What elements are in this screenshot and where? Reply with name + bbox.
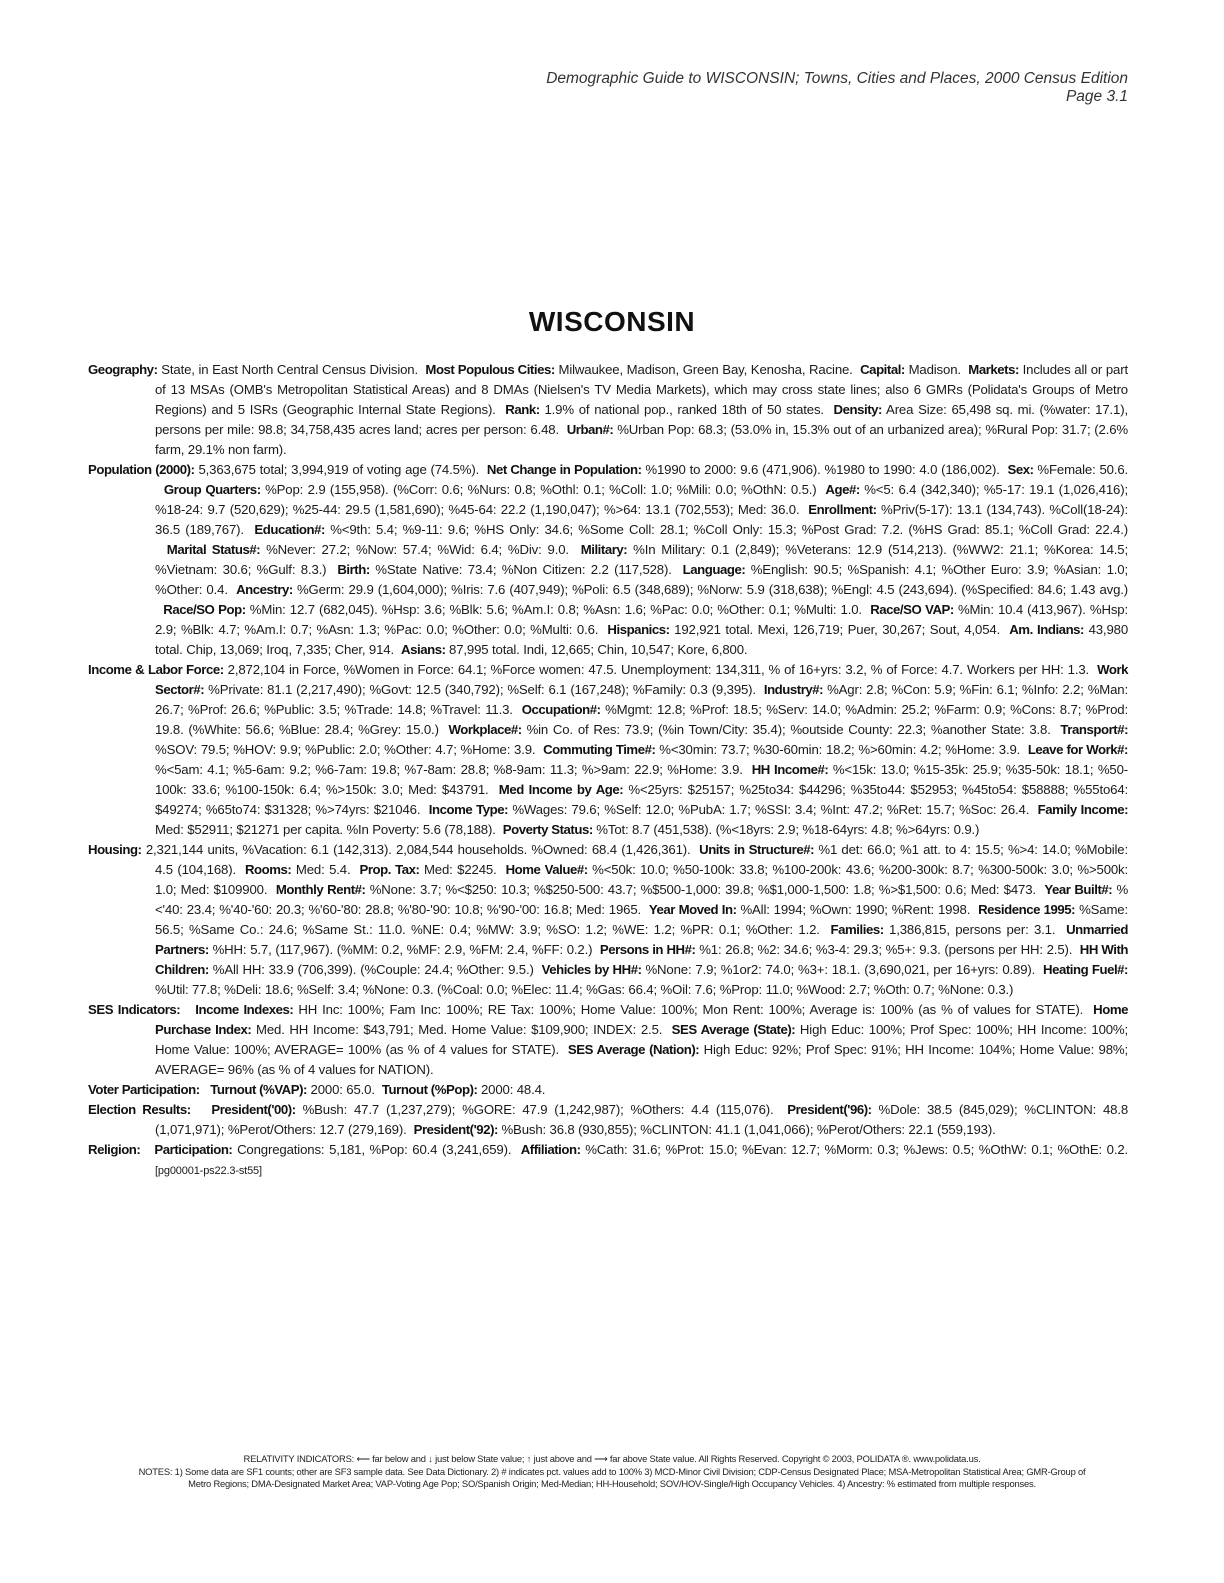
field-value: Madison. xyxy=(908,362,961,377)
field-label: Vehicles by HH#: xyxy=(541,962,642,977)
field-label: Unmarried Partners: xyxy=(155,922,1129,957)
field-label: Commuting Time#: xyxy=(543,742,656,757)
field-value: High Educ: 92%; Prof Spec: 91%; HH Income: 104%; Home Value: 98%; AVERAGE= 96% (as % of 4 values for NATION). xyxy=(155,1042,1129,1077)
field-value: Med: 5.4. xyxy=(295,862,351,877)
field-label: Income Type: xyxy=(428,802,509,817)
field-label: Election Results: xyxy=(88,1102,191,1117)
field-label: Race/SO Pop: xyxy=(163,602,246,617)
field-value: %Never: 27.2; %Now: 57.4; %Wid: 6.4; %Div: 9.0. xyxy=(266,542,569,557)
field-value: %Min: 10.4 (413,967). %Hsp: 2.9; %Blk: 4.7; %Am.I: 0.7; %Asn: 1.3; %Pac: 0.0; %Other: 0.0; %Multi: 0.6. xyxy=(155,602,1129,637)
field-label: Home Purchase Index: xyxy=(155,1002,1129,1037)
field-label: Geography: xyxy=(88,362,158,377)
field-label: HH Income#: xyxy=(751,762,829,777)
field-label: Affiliation: xyxy=(520,1142,581,1157)
field-label: Ancestry: xyxy=(236,582,293,597)
field-label: Poverty Status: xyxy=(502,822,593,837)
field-value: %English: 90.5; %Spanish: 4.1; %Other Euro: 3.9; %Asian: 1.0; %Other: 0.4. xyxy=(155,562,1128,597)
field-label: Education#: xyxy=(254,522,325,537)
footer-notes: NOTES: 1) Some data are SF1 counts; other are SF3 sample data. See Data Dictionary. 2) # indicates pct. values add to 100% 3) MCD-Minor Civil Division; CDP-Census Designated Place; MSA-Metropolitan Statistical Area; GMR-Group of xyxy=(138,1465,1086,1477)
field-value: %Mgmt: 12.8; %Prof: 18.5; %Serv: 14.0; %Admin: 25.2; %Farm: 0.9; %Cons: 8.7; %Prod: 19.8. (%White: 56.6; %Blue: 28.4; %Grey: 15.0.) xyxy=(155,702,1129,737)
field-value: %Urban Pop: 68.3; (53.0% in, 15.3% out of an urbanized area); %Rural Pop: 31.7; (2.6% farm, 29.1% non farm). xyxy=(155,422,1129,457)
profile-section xyxy=(88,1140,1128,1181)
field-label: Markets: xyxy=(968,362,1019,377)
field-value: %<50k: 10.0; %50-100k: 33.8; %100-200k: 43.6; %200-300k: 8.7; %300-500k: 3.0; %>500k: 1.0; Med: $109900. xyxy=(155,862,1129,897)
field-value: %SOV: 79.5; %HOV: 9.9; %Public: 2.0; %Other: 4.7; %Home: 3.9. xyxy=(155,742,536,757)
field-value: %<15k: 13.0; %15-35k: 25.9; %35-50k: 18.1; %50-100k: 33.6; %100-150k: 6.4; %>150k: 3.0; Med: $43791. xyxy=(155,762,1128,797)
footer-notes-continued: Metro Regions; DMA-Designated Market Area; VAP-Voting Age Pop; SO/Spanish Origin; Med-Median; HH-Household; SOV/HOV-Single/High Occupancy Vehicles. 4) Ancestry: % estimated from multiple responses. xyxy=(188,1478,1036,1489)
field-value: Includes all or part of 13 MSAs (OMB's Metropolitan Statistical Areas) and 8 DMAs (Nielsen's TV Media Markets), which may cross state lines; also 6 GMRs (Polidata's Groups of Metro Regions) and 5 ISRs (Geographic Internal State Regions). xyxy=(155,362,1128,417)
field-value: %Bush: 47.7 (1,237,279); %GORE: 47.9 (1,242,987); %Others: 4.4 (115,076). xyxy=(302,1102,774,1117)
field-value: %Bush: 36.8 (930,855); %CLINTON: 41.1 (1,041,066); %Perot/Others: 22.1 (559,193). xyxy=(501,1122,996,1137)
field-value: Med: $52911; $21271 per capita. %In Poverty: 5.6 (78,188). xyxy=(155,822,496,837)
profile-section xyxy=(88,1100,1128,1140)
field-label: Am. Indians: xyxy=(1009,622,1084,637)
field-value: %Female: 50.6. xyxy=(1037,462,1129,477)
field-value: %Priv(5-17): 13.1 (134,743). %Coll(18-24): 36.5 (189,767). xyxy=(155,502,1129,537)
field-label: Industry#: xyxy=(763,682,824,697)
field-value: %Dole: 38.5 (845,029); %CLINTON: 48.8 (1,071,971); %Perot/Others: 12.7 (279,169). xyxy=(155,1102,1129,1137)
field-label: Race/SO VAP: xyxy=(870,602,954,617)
field-value: Congregations: 5,181, %Pop: 60.4 (3,241,659). xyxy=(237,1142,512,1157)
field-label: Workplace#: xyxy=(448,722,522,737)
field-value: %Cath: 31.6; %Prot: 15.0; %Evan: 12.7; %Morm: 0.3; %Jews: 0.5; %OthW: 0.1; %OthE: 0.2. xyxy=(585,1142,1129,1157)
field-value: %All: 1994; %Own: 1990; %Rent: 1998. xyxy=(740,902,971,917)
profile-section xyxy=(88,360,1128,460)
field-label: Urban#: xyxy=(566,422,614,437)
header-page-number: Page 3.1 xyxy=(1065,88,1128,105)
field-label: Families: xyxy=(830,922,884,937)
field-value: %<9th: 5.4; %9-11: 9.6; %HS Only: 34.6; %Some Coll: 28.1; %Coll Only: 15.3; %Post Grad: 7.2. (%HS Grad: 85.1; %Coll Grad: 22.4.) xyxy=(330,522,1129,537)
field-label: Enrollment: xyxy=(808,502,877,517)
field-value: %<5am: 4.1; %5-6am: 9.2; %6-7am: 19.8; %7-8am: 28.8; %8-9am: 11.3; %>9am: 22.9; %Home: 3.9. xyxy=(155,762,743,777)
field-label: Income & Labor Force: xyxy=(88,662,224,677)
field-value: %<25yrs: $25157; %25to34: $44296; %35to44: $52953; %45to54: $58888; %55to64: $49274; %65to74: $31328; %>74yrs: $21046. xyxy=(155,782,1129,817)
field-label: President('00): xyxy=(211,1102,296,1117)
field-label: Density: xyxy=(833,402,882,417)
field-value: Med: $2245. xyxy=(423,862,497,877)
field-label: Prop. Tax: xyxy=(359,862,420,877)
field-label: Home Value#: xyxy=(505,862,588,877)
page-title: WISCONSIN xyxy=(528,306,696,337)
profile-section xyxy=(88,460,1128,660)
field-label: Rooms: xyxy=(244,862,292,877)
field-value: %Tot: 8.7 (451,538). (%<18yrs: 2.9; %18-64yrs: 4.8; %>64yrs: 0.9.) xyxy=(596,822,980,837)
field-label: Transport#: xyxy=(1060,722,1129,737)
field-value: %In Military: 0.1 (2,849); %Veterans: 12.9 (514,213). (%WW2: 21.1; %Korea: 14.5; %Vietnam: 30.6; %Gulf: 8.3.) xyxy=(155,542,1129,577)
field-label: Rank: xyxy=(505,402,540,417)
field-value: %<5: 6.4 (342,340); %5-17: 19.1 (1,026,416); %18-24: 9.7 (520,629); %25-44: 29.5 (1,581,690); %45-64: 22.2 (1,190,047); %>64: 13.1 (702,553); Med: 36.0. xyxy=(155,482,1128,517)
field-value: 87,995 total. Indi, 12,665; Chin, 10,547; Kore, 6,800. xyxy=(449,642,748,657)
field-label: Sex: xyxy=(1007,462,1034,477)
field-value: High Educ: 100%; Prof Spec: 100%; HH Income: 100%; Home Value: 100%; AVERAGE= 100% (as % of 4 values for STATE). xyxy=(155,1022,1129,1057)
field-value: %Same: 56.5; %Same Co.: 24.6; %Same St.: 11.0. %NE: 0.4; %MW: 3.9; %SO: 1.2; %WE: 1.2; %PR: 0.1; %Other: 1.2. xyxy=(155,902,1129,937)
field-value: %Min: 12.7 (682,045). %Hsp: 3.6; %Blk: 5.6; %Am.I: 0.8; %Asn: 1.6; %Pac: 0.0; %Other: 0.1; %Multi: 1.0. xyxy=(249,602,862,617)
field-label: Family Income: xyxy=(1037,802,1129,817)
page-header xyxy=(546,70,1128,106)
field-value: HH Inc: 100%; Fam Inc: 100%; RE Tax: 100%; Home Value: 100%; Mon Rent: 100%; Average is: 100% (as % of values for STATE). xyxy=(298,1002,1084,1017)
field-value: %<'40: 23.4; %'40-'60: 20.3; %'60-'80: 28.8; %'80-'90: 10.8; %'90-'00: 16.8; Med: 1965. xyxy=(155,882,1129,917)
field-label: Persons in HH#: xyxy=(599,942,696,957)
field-value: %None: 3.7; %<$250: 10.3; %$250-500: 43.7; %$500-1,000: 39.8; %$1,000-1,500: 1.8; %>$1,500: 0.6; Med: $473. xyxy=(369,882,1036,897)
field-label: Housing: xyxy=(88,842,142,857)
field-value: 1.9% of national pop., ranked 18th of 50 states. xyxy=(544,402,824,417)
field-label: President('92): xyxy=(413,1122,498,1137)
field-label: Birth: xyxy=(337,562,370,577)
field-value: 2,872,104 in Force, %Women in Force: 64.1; %Force women: 47.5. Unemployment: 134,311, % of 16+yrs: 3.2, % of Force: 4.7. Workers per HH: 1.3. xyxy=(227,662,1090,677)
field-value: 1,386,815, persons per: 3.1. xyxy=(889,922,1056,937)
field-label: Net Change in Population: xyxy=(486,462,642,477)
field-label: Leave for Work#: xyxy=(1027,742,1128,757)
field-label: Group Quarters: xyxy=(163,482,261,497)
field-value: %All HH: 33.9 (706,399). (%Couple: 24.4; %Other: 9.5.) xyxy=(212,962,534,977)
field-value: 2000: 65.0. xyxy=(310,1082,375,1097)
field-label: Monthly Rent#: xyxy=(275,882,366,897)
profile-section xyxy=(88,1080,1128,1100)
field-value: %1990 to 2000: 9.6 (471,906). %1980 to 1990: 4.0 (186,002). xyxy=(645,462,1000,477)
field-value: %None: 7.9; %1or2: 74.0; %3+: 18.1. (3,690,021, per 16+yrs: 0.89). xyxy=(645,962,1036,977)
field-value: %Private: 81.1 (2,217,490); %Govt: 12.5 (340,792); %Self: 6.1 (167,248); %Family: 0.3 (9,395). xyxy=(208,682,756,697)
field-value: Milwaukee, Madison, Green Bay, Kenosha, Racine. xyxy=(558,362,853,377)
profile-body xyxy=(88,360,1128,1181)
profile-section xyxy=(88,660,1128,840)
field-label: Turnout (%VAP): xyxy=(210,1082,307,1097)
field-value: %Wages: 79.6; %Self: 12.0; %PubA: 1.7; %SSI: 3.4; %Int: 47.2; %Ret: 15.7; %Soc: 26.4. xyxy=(512,802,1030,817)
field-label: Asians: xyxy=(401,642,446,657)
field-value: State, in East North Central Census Division. xyxy=(161,362,418,377)
field-label: Age#: xyxy=(825,482,860,497)
field-value: Area Size: 65,498 sq. mi. (%water: 17.1), persons per mile: 98.8; 34,758,435 acres land; acres per person: 6.48. xyxy=(155,402,1128,437)
field-label: SES Average (Nation): xyxy=(567,1042,700,1057)
field-value: %Util: 77.8; %Deli: 18.6; %Self: 3.4; %None: 0.3. (%Coal: 0.0; %Elec: 11.4; %Gas: 66.4; %Oil: 7.6; %Prop: 11.0; %Wood: 2.7; %Oth: 0.7; %None: 0.3.) xyxy=(155,982,1014,997)
page-reference-code: [pg00001-ps22.3-st55] xyxy=(155,1165,262,1177)
field-label: Population (2000): xyxy=(88,462,195,477)
header-guide-title: Demographic Guide to WISCONSIN; Towns, Cities and Places, 2000 Census Edition xyxy=(546,70,1128,87)
field-label: Participation: xyxy=(154,1142,233,1157)
field-value: 2000: 48.4. xyxy=(480,1082,546,1097)
field-label: Occupation#: xyxy=(521,702,601,717)
field-value: %1: 26.8; %2: 34.6; %3-4: 29.3; %5+: 9.3. (persons per HH: 2.5). xyxy=(699,942,1073,957)
field-label: Year Built#: xyxy=(1044,882,1113,897)
field-value: %Germ: 29.9 (1,604,000); %Iris: 7.6 (407,949); %Poli: 6.5 (348,689); %Norw: 5.9 (318,638); %Engl: 4.5 (243,694). (%Specified: 84.6; 1.43 avg.) xyxy=(296,582,1129,597)
field-label: Units in Structure#: xyxy=(699,842,815,857)
field-value: 2,321,144 units, %Vacation: 6.1 (142,313). 2,084,544 households. %Owned: 68.4 (1,426,361). xyxy=(145,842,691,857)
field-label: Med Income by Age: xyxy=(498,782,624,797)
field-label: Most Populous Cities: xyxy=(425,362,555,377)
field-label: Work Sector#: xyxy=(155,662,1129,697)
field-label: Marital Status#: xyxy=(166,542,261,557)
footer-relativity-indicators: RELATIVITY INDICATORS: ⟵ far below and ↓ just below State value; ↑ just above and ⟶ far above State value. All Rights Reserved. Copyright © 2003, POLIDATA ®. www.polidata.us. xyxy=(243,1453,981,1464)
field-value: %<30min: 73.7; %30-60min: 18.2; %>60min: 4.2; %Home: 3.9. xyxy=(659,742,1021,757)
field-value: %Agr: 2.8; %Con: 5.9; %Fin: 6.1; %Info: 2.2; %Man: 26.7; %Prof: 26.6; %Public: 3.5; %Trade: 14.8; %Travel: 11.3. xyxy=(155,682,1128,717)
field-value: 192,921 total. Mexi, 126,719; Puer, 30,267; Sout, 4,054. xyxy=(674,622,1001,637)
field-value: %Pop: 2.9 (155,958). (%Corr: 0.6; %Nurs: 0.8; %Othl: 0.1; %Coll: 1.0; %Mili: 0.0; %OthN: 0.5.) xyxy=(265,482,817,497)
field-label: Language: xyxy=(682,562,746,577)
field-value: 43,980 total. Chip, 13,069; Iroq, 7,335; Cher, 914. xyxy=(155,622,1128,657)
field-label: SES Indicators: xyxy=(88,1002,181,1017)
field-label: President('96): xyxy=(787,1102,872,1117)
field-label: Military: xyxy=(580,542,628,557)
field-label: Voter Participation: xyxy=(88,1082,200,1097)
field-label: Turnout (%Pop): xyxy=(381,1082,478,1097)
field-label: Hispanics: xyxy=(607,622,670,637)
field-label: Religion: xyxy=(88,1142,141,1157)
profile-section xyxy=(88,1000,1128,1080)
profile-section xyxy=(88,840,1128,1000)
field-value: Med. HH Income: $43,791; Med. Home Value: $109,900; INDEX: 2.5. xyxy=(256,1022,663,1037)
page-footer xyxy=(90,1453,1134,1491)
field-value: %1 det: 66.0; %1 att. to 4: 15.5; %>4: 14.0; %Mobile: 4.5 (104,168). xyxy=(155,842,1129,877)
field-label: SES Average (State): xyxy=(671,1022,796,1037)
field-value: 5,363,675 total; 3,994,919 of voting age (74.5%). xyxy=(198,462,480,477)
field-label: Residence 1995: xyxy=(978,902,1076,917)
field-value: %State Native: 73.4; %Non Citizen: 2.2 (117,528). xyxy=(375,562,672,577)
field-label: HH With Children: xyxy=(155,942,1129,977)
field-value: %in Co. of Res: 73.9; (%in Town/City: 35.4); %outside County: 22.3; %another State: 3.8. xyxy=(526,722,1051,737)
field-value: %HH: 5.7, (117,967). (%MM: 0.2, %MF: 2.9, %FM: 2.4, %FF: 0.2.) xyxy=(212,942,593,957)
field-label: Income Indexes: xyxy=(195,1002,294,1017)
field-label: Capital: xyxy=(860,362,905,377)
field-label: Year Moved In: xyxy=(648,902,737,917)
field-label: Heating Fuel#: xyxy=(1043,962,1128,977)
